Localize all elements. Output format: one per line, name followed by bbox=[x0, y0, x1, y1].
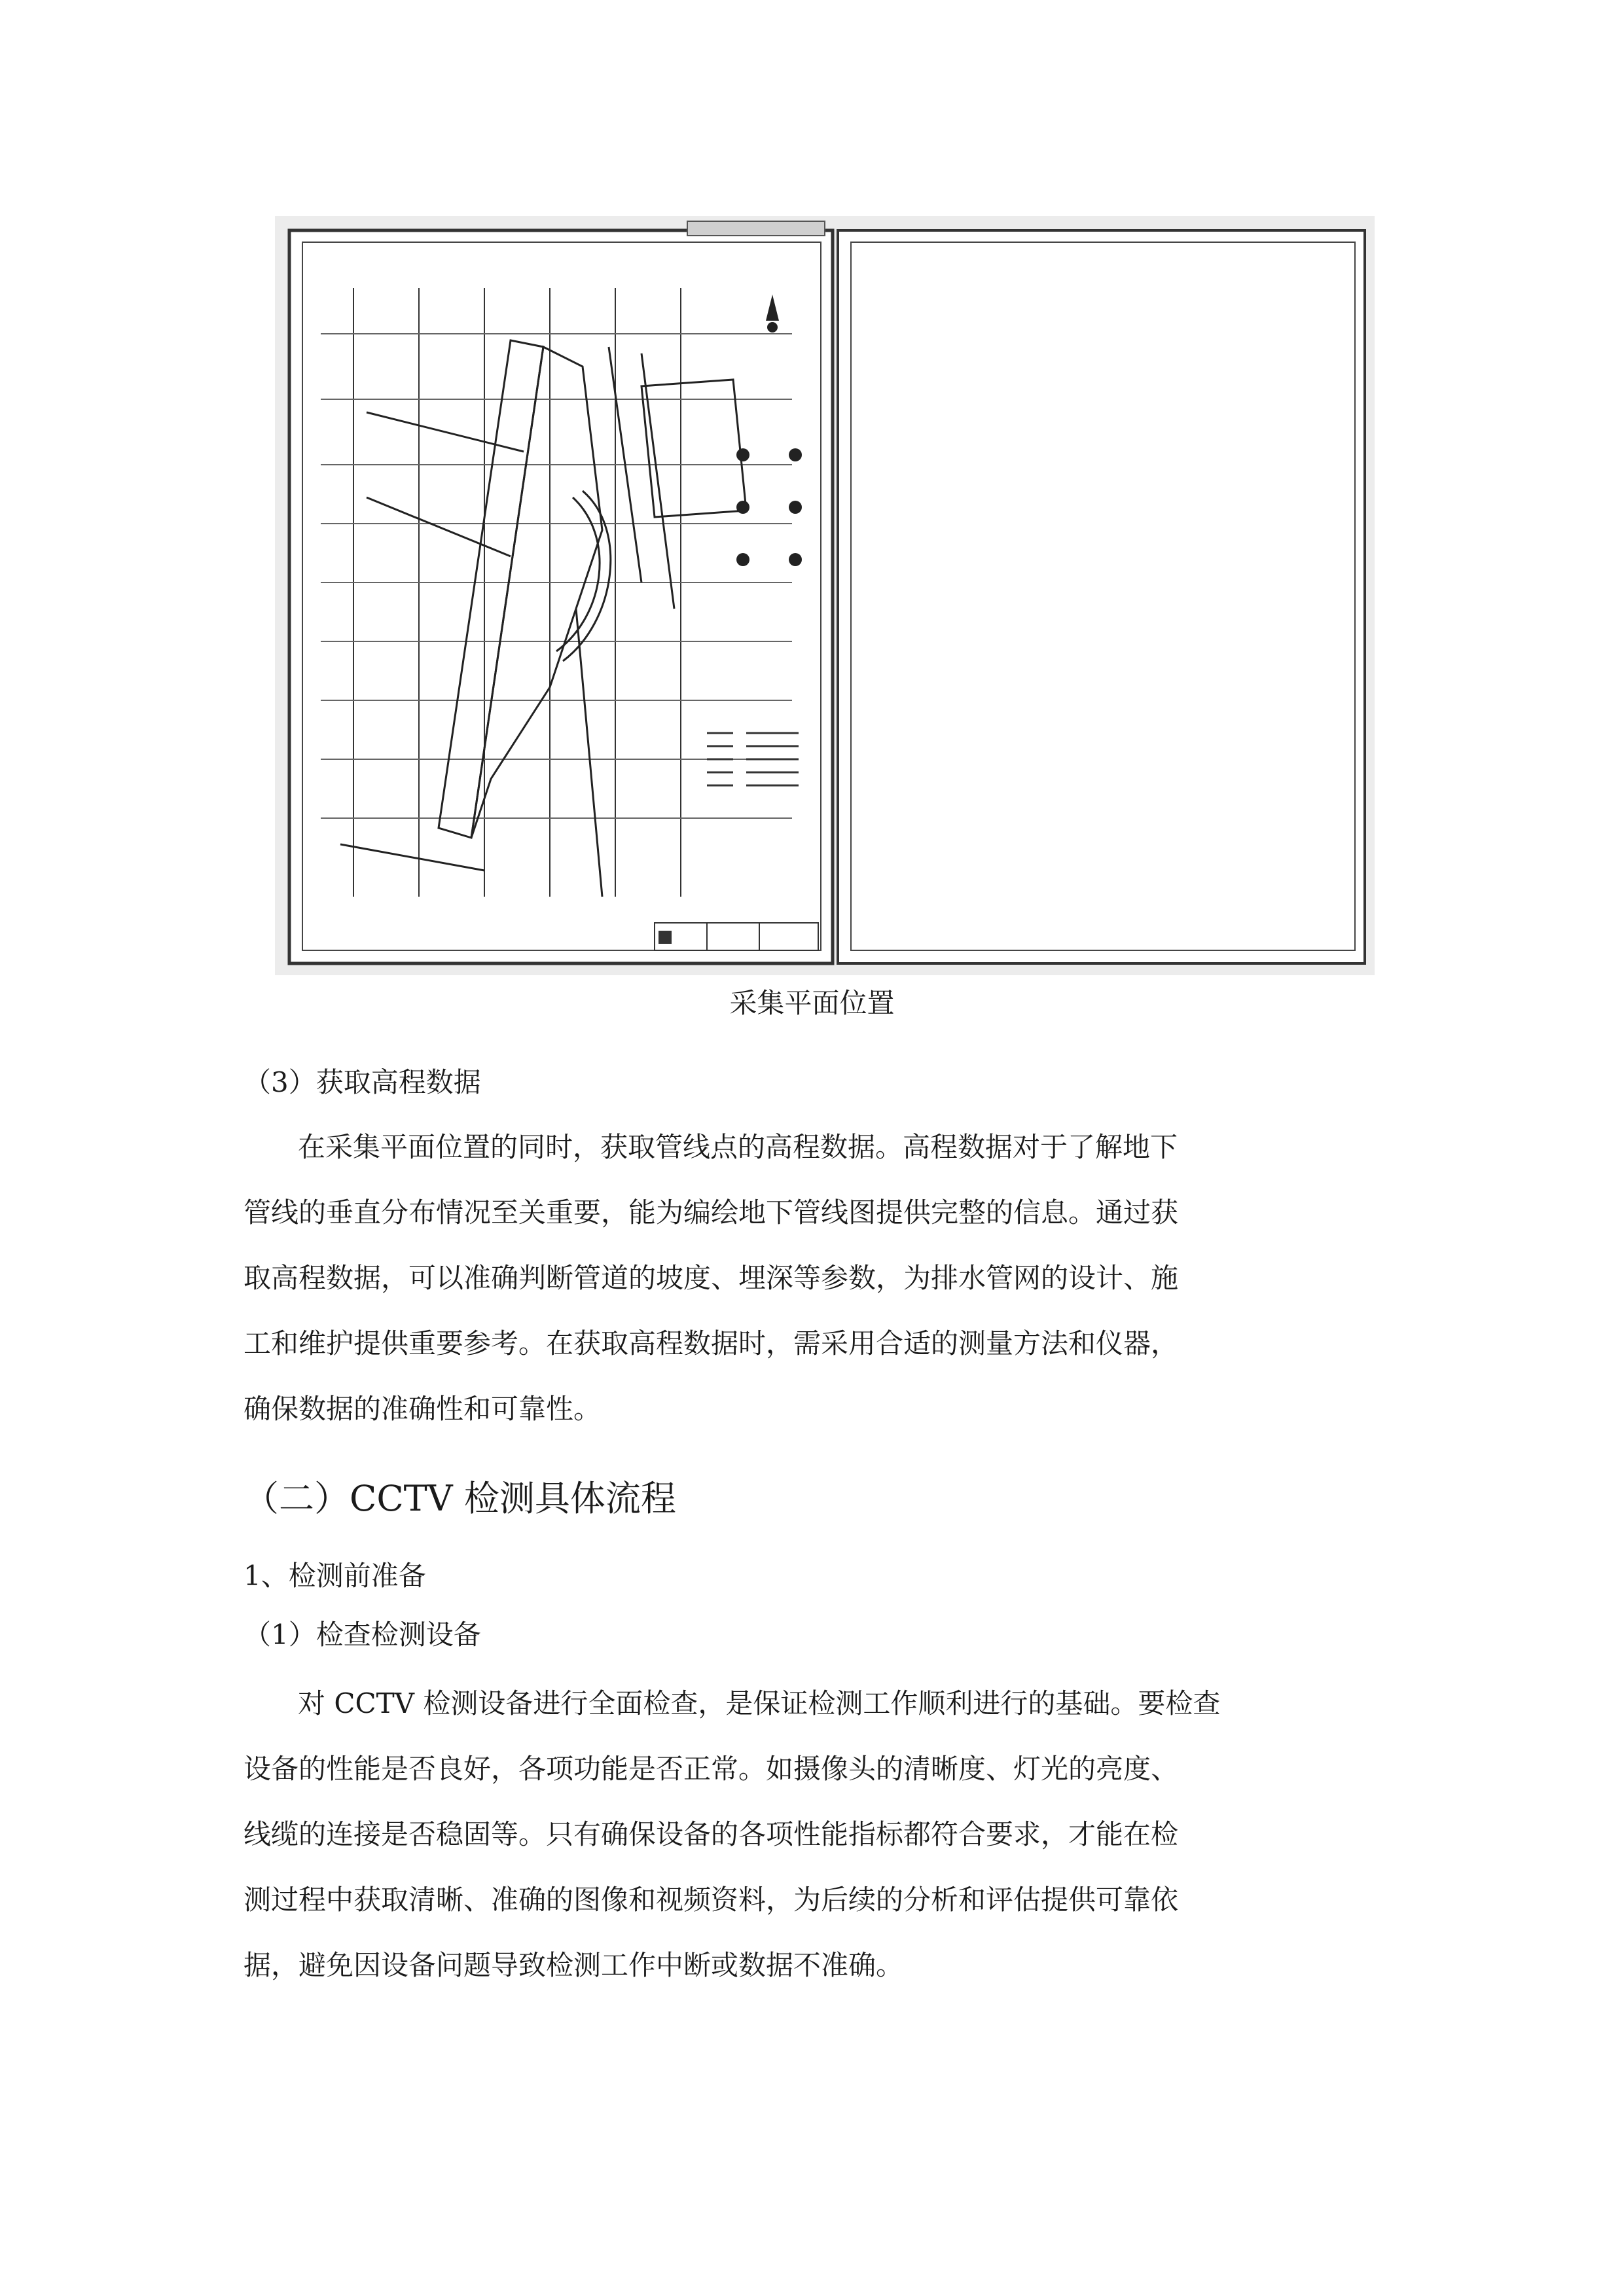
paragraph1-line3: 取高程数据，可以准确判断管道的坡度、埋深等参数，为排水管网的设计、施 bbox=[244, 1262, 1179, 1294]
paragraph2-line3: 线缆的连接是否稳固等。只有确保设备的各项性能指标都符合要求，才能在检 bbox=[244, 1818, 1179, 1850]
paragraph1-line1: 在采集平面位置的同时，获取管线点的高程数据。高程数据对于了解地下 bbox=[298, 1131, 1178, 1163]
cad-plan-figure bbox=[275, 216, 1375, 975]
subheading-preparation: 1、检测前准备 bbox=[244, 1560, 426, 1592]
paragraph2-line2: 设备的性能是否良好，各项功能是否正常。如摄像头的清晰度、灯光的亮度、 bbox=[244, 1753, 1179, 1785]
paragraph2-line1: 对 CCTV 检测设备进行全面检查，是保证检测工作顺利进行的基础。要检查 bbox=[298, 1687, 1221, 1719]
paragraph1-line5: 确保数据的准确性和可靠性。 bbox=[244, 1393, 602, 1425]
paragraph1-line4: 工和维护提供重要参考。在获取高程数据时，需采用合适的测量方法和仪器， bbox=[244, 1327, 1179, 1359]
paragraph1-line2: 管线的垂直分布情况至关重要，能为编绘地下管线图提供完整的信息。通过获 bbox=[244, 1196, 1179, 1229]
figure-caption: 采集平面位置 bbox=[729, 987, 895, 1019]
paragraph2-line5: 据，避免因设备问题导致检测工作中断或数据不准确。 bbox=[244, 1949, 904, 1981]
cad-drawing-image bbox=[275, 216, 1375, 975]
section-heading-cctv: （二）CCTV 检测具体流程 bbox=[244, 1478, 676, 1519]
paragraph2-line4: 测过程中获取清晰、准确的图像和视频资料，为后续的分析和评估提供可靠依 bbox=[244, 1884, 1179, 1916]
subheading-check-equipment: （1）检查检测设备 bbox=[244, 1619, 481, 1651]
section-3-title: （3）获取高程数据 bbox=[244, 1066, 481, 1098]
